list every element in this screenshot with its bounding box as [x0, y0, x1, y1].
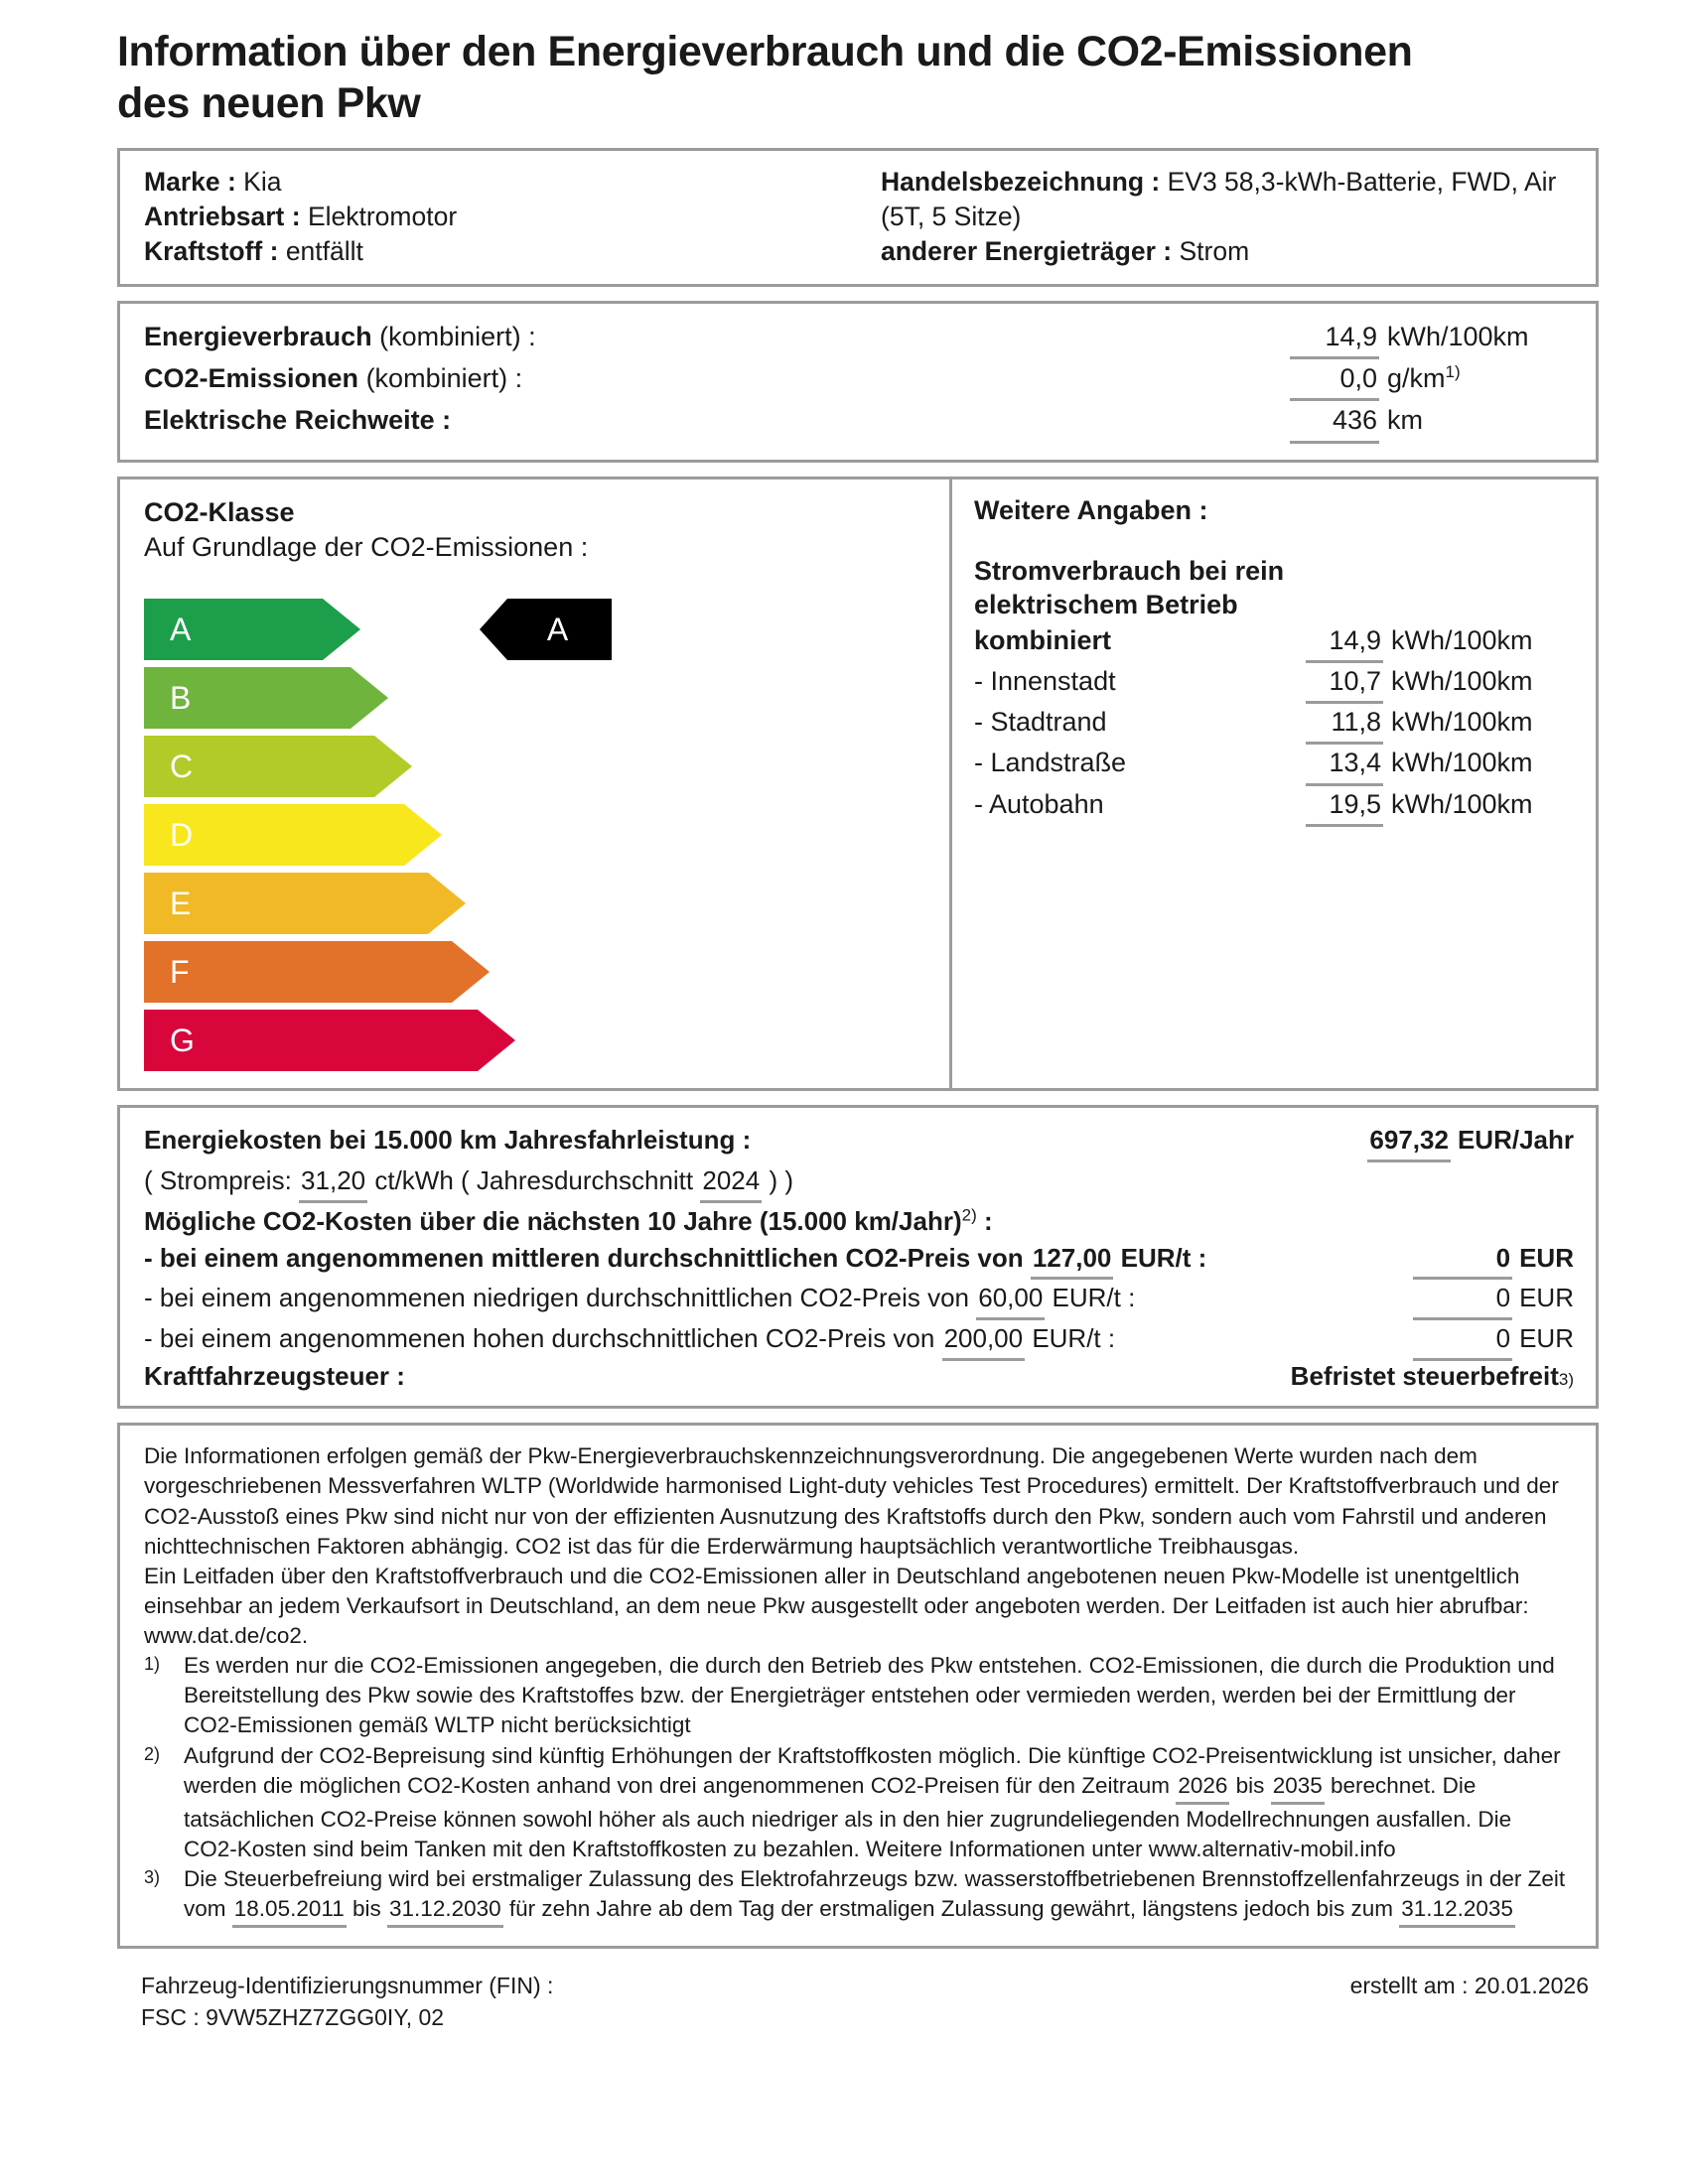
footer-left: [141, 1971, 553, 2033]
bar-letter-f: F: [170, 953, 190, 990]
strompreis-year: 2024: [700, 1162, 762, 1203]
antriebsart-row: [144, 200, 859, 234]
stromverbrauch-label: - Innenstadt: [974, 665, 1116, 696]
stromverbrauch-label: - Stadtrand: [974, 707, 1107, 738]
bar-tip-g: [478, 1010, 515, 1071]
energiekosten-label: Energiekosten bei 15.000 km Jahresfahrleistung :: [144, 1124, 752, 1155]
efficiency-bar-b: [144, 667, 918, 729]
stromverbrauch-row: [974, 622, 1578, 663]
footnote-2: [144, 1741, 1570, 1865]
kraftstoff-label: Kraftstoff :: [144, 236, 279, 267]
stromverbrauch-label: kombiniert: [974, 624, 1112, 655]
efficiency-bar-c: [144, 736, 918, 797]
energieverbrauch-value: 14,9: [1290, 318, 1379, 359]
bar-body-a: [144, 599, 323, 660]
co2-kosten-title: [144, 1203, 1574, 1240]
consumption-row: [144, 318, 1574, 359]
bar-tip-a: [323, 599, 360, 660]
bar-body-c: [144, 736, 374, 797]
vehicle-identity-section: [117, 148, 1599, 287]
fsc-label: FSC :: [141, 2003, 200, 2030]
bar-letter-e: E: [170, 885, 192, 921]
handelsbezeichnung-row: [881, 165, 1574, 234]
consumption-row: [144, 359, 1574, 401]
stromverbrauch-heading-line2: elektrischem Betrieb: [974, 590, 1238, 620]
kraftfahrzeugsteuer-label: Kraftfahrzeugsteuer :: [144, 1361, 405, 1392]
bar-tip-c: [374, 736, 412, 797]
bar-tip-e: [428, 873, 466, 934]
stromverbrauch-label: - Landstraße: [974, 748, 1127, 778]
footer-right: [1350, 1971, 1589, 2033]
stromverbrauch-unit: kWh/100km: [1391, 788, 1533, 819]
co2-price-scenarios: [144, 1240, 1574, 1362]
footnote-ref-1: 1): [1445, 361, 1461, 381]
weitere-angaben-panel: [952, 479, 1596, 1088]
footnote-3-date-from: 18.05.2011: [232, 1894, 347, 1928]
energietraeger-label: anderer Energieträger :: [881, 236, 1173, 267]
energietraeger-value: Strom: [1179, 236, 1250, 267]
scenario-result: [1387, 1320, 1574, 1361]
scenario-text: [144, 1240, 1387, 1281]
bar-body-d: [144, 804, 404, 866]
legal-paragraph-1: Die Informationen erfolgen gemäß der Pkw-Energieverbrauchskennzeichnungsverordnung. Die angegebenen Werte wurden nach dem vorgeschriebenen Messverfahren WLTP (Worldwide harmonised Light-duty vehicles Test Procedures) ermittelt. Der Kraftstoffverbrauch und der CO2-Ausstoß eines Pkw sind nicht nur von der effizienten Ausnutzung des Kraftstoffs durch den Pkw, sondern auch vom Fahrstil und anderen nichttechnischen Faktoren abhängig. CO2 ist das für die Erderwärmung hauptsächlich verantwortliche Treibhausgas.: [144, 1443, 1559, 1559]
fsc-row: [141, 2002, 553, 2033]
marker-arrow-icon: [480, 599, 507, 660]
legal-notes-section: [117, 1423, 1599, 1949]
scenario-text: [144, 1280, 1387, 1320]
stromverbrauch-value: 11,8: [1306, 704, 1383, 745]
bar-letter-b: B: [170, 679, 192, 716]
co2-emissionen-unit: g/km$^{1)}$: [1387, 361, 1461, 393]
fin-label: Fahrzeug-Identifizierungsnummer (FIN) :: [141, 1973, 554, 1999]
scenario-value: 0: [1413, 1240, 1512, 1281]
energiekosten-unit: EUR/Jahr: [1457, 1124, 1574, 1155]
footnote-2-year-to: 2035: [1271, 1771, 1325, 1805]
created-label: erstellt am :: [1349, 1973, 1469, 1999]
co2-kosten-title-text: Mögliche CO2-Kosten über die nächsten 10 Jahre (15.000 km/Jahr): [144, 1205, 962, 1236]
bar-body-e: [144, 873, 428, 934]
stromverbrauch-value: 13,4: [1306, 745, 1383, 785]
stromverbrauch-unit: kWh/100km: [1391, 665, 1533, 696]
identity-right-column: [859, 165, 1574, 270]
reichweite-value: 436: [1290, 401, 1379, 443]
created-value: 20.01.2026: [1474, 1973, 1589, 1999]
identity-left-column: [144, 165, 859, 270]
footnote-1-text: Es werden nur die CO2-Emissionen angegeben, die durch den Betrieb des Pkw entstehen. CO2-Emissionen, die durch die Produktion und Bereitstellung des Pkw sowie des Kraftstoffes bzw. der Energieträger entstehen oder vermieden werden, werden bei der Ermittlung der CO2-Emissionen gemäß WLTP nicht berücksichtigt: [184, 1653, 1555, 1738]
legal-paragraph-2: Ein Leitfaden über den Kraftstoffverbrauch und die CO2-Emissionen aller in Deutschland angebotenen neuen Pkw-Modelle ist unentgeltlich einsehbar an jedem Verkaufsort in Deutschland, an dem neue Pkw ausgestellt oder angeboten werden. Der Leitfaden ist auch hier abrufbar: www.dat.de/co2.: [144, 1563, 1529, 1649]
energieverbrauch-unit: kWh/100km: [1387, 321, 1529, 351]
kraftstoff-row: [144, 234, 859, 269]
strompreis-suffix: ) ): [769, 1164, 793, 1195]
stromverbrauch-row: [974, 663, 1578, 704]
reichweite-unit: km: [1387, 405, 1423, 436]
scenario-suffix: EUR/t :: [1025, 1323, 1116, 1354]
consumption-row: [144, 401, 1574, 443]
co2-emissionen-value: 0,0: [1290, 359, 1379, 401]
bar-tip-d: [404, 804, 442, 866]
bar-letter-a: A: [170, 611, 192, 647]
scenario-unit: EUR: [1519, 1323, 1574, 1354]
kraftfahrzeugsteuer-value: Befristet steuerbefreit: [1290, 1361, 1559, 1392]
strompreis-value: 31,20: [299, 1162, 367, 1203]
efficiency-scale: [144, 599, 918, 1071]
marke-value: Kia: [243, 166, 282, 197]
scenario-suffix: EUR/t :: [1113, 1242, 1207, 1273]
efficiency-bar-f: [144, 941, 918, 1003]
scenario-prefix: - bei einem angenommenen niedrigen durchschnittlichen CO2-Preis von: [144, 1283, 977, 1313]
stromverbrauch-unit: kWh/100km: [1391, 748, 1533, 778]
strompreis-middle: ct/kWh ( Jahresdurchschnitt: [374, 1164, 694, 1195]
strompreis-row: [144, 1162, 1574, 1203]
stromverbrauch-unit: kWh/100km: [1391, 624, 1533, 655]
kraftfahrzeugsteuer-row: [144, 1361, 1574, 1392]
scenario-price: 60,00: [976, 1280, 1045, 1320]
co2-class-title: CO2-Klasse: [144, 496, 295, 527]
handelsbezeichnung-value: EV3 58,3-kWh-Batterie, FWD, Air (5T, 5 Sitze): [881, 166, 1557, 232]
co2-class-section: [117, 477, 1599, 1091]
co2-price-scenario-row: [144, 1280, 1574, 1320]
efficiency-bar-a: [144, 599, 918, 660]
bar-letter-d: D: [170, 816, 194, 853]
footnote-3-date-to: 31.12.2030: [387, 1894, 503, 1928]
energietraeger-row: [881, 234, 1574, 269]
stromverbrauch-value: 10,7: [1306, 663, 1383, 704]
scenario-text: [144, 1320, 1387, 1361]
footnote-1: [144, 1651, 1570, 1740]
strompreis-prefix: ( Strompreis:: [144, 1164, 292, 1195]
efficiency-bar-e: [144, 873, 918, 934]
co2-price-scenario-row: [144, 1320, 1574, 1361]
marke-label: Marke :: [144, 166, 236, 197]
bar-body-g: [144, 1010, 478, 1071]
marke-row: [144, 165, 859, 200]
scenario-unit: EUR: [1519, 1242, 1574, 1273]
antriebsart-label: Antriebsart :: [144, 202, 301, 232]
bar-tip-f: [452, 941, 490, 1003]
scenario-prefix: - bei einem angenommenen hohen durchschnittlichen CO2-Preis von: [144, 1323, 942, 1354]
footnote-3: [144, 1864, 1570, 1928]
efficiency-bar-g: [144, 1010, 918, 1071]
reichweite-label: Elektrische Reichweite :: [144, 405, 452, 436]
costs-section: [117, 1105, 1599, 1409]
stromverbrauch-value: 14,9: [1306, 622, 1383, 663]
selected-class-marker: [480, 599, 612, 660]
scenario-result: [1387, 1280, 1574, 1320]
stromverbrauch-value: 19,5: [1306, 786, 1383, 827]
kraftstoff-value: entfällt: [285, 236, 363, 267]
stromverbrauch-unit: kWh/100km: [1391, 707, 1533, 738]
co2-emissionen-label: CO2-Emissionen (kombiniert) :: [144, 362, 523, 393]
scenario-suffix: EUR/t :: [1045, 1283, 1136, 1313]
scenario-price: 200,00: [942, 1320, 1026, 1361]
bar-tip-b: [351, 667, 388, 729]
footnote-3-text: Die Steuerbefreiung wird bei erstmaliger Zulassung des Elektrofahrzeugs bzw. wasserstoffbetriebenen Brennstoffzellenfahrzeugs in der Zeit vom 18.05.2011 bis 31.12.2030 für zehn Jahre ab dem Tag der erstmaligen Zulassung gewährt, längstens jedoch bis zum 31.12.2035: [184, 1864, 1570, 1928]
stromverbrauch-heading-line1: Stromverbrauch bei rein: [974, 555, 1285, 586]
stromverbrauch-row: [974, 786, 1578, 827]
efficiency-bar-d: [144, 804, 918, 866]
footnote-2-year-from: 2026: [1176, 1771, 1229, 1805]
bar-body-f: [144, 941, 452, 1003]
stromverbrauch-row: [974, 704, 1578, 745]
energieverbrauch-label: Energieverbrauch (kombiniert) :: [144, 321, 536, 351]
footnote-2-number: 2): [144, 1743, 161, 1764]
scenario-value: 0: [1413, 1280, 1512, 1320]
handelsbezeichnung-label: Handelsbezeichnung :: [881, 166, 1161, 197]
antriebsart-value: Elektromotor: [307, 202, 458, 232]
weitere-angaben-title: Weitere Angaben :: [974, 494, 1208, 525]
page-title: Information über den Energieverbrauch und die CO2-Emissionen des neuen Pkw: [117, 28, 1413, 128]
scenario-result: [1387, 1240, 1574, 1281]
footnote-2-text: Aufgrund der CO2-Bepreisung sind künftig Erhöhungen der Kraftstoffkosten möglich. Die künftige CO2-Preisentwicklung ist unsicher, daher werden die möglichen CO2-Kosten anhand von drei angenommenen CO2-Preisen für den Zeitraum 2026 bis 2035 berechnet. Die tatsächlichen CO2-Preise können sowohl höher als auch niedriger als in den hier zugrundeliegenden Modellrechnungen ausfallen. Die CO2-Kosten sind beim Tanken mit den Kraftstoffkosten zu bezahlen. Weitere Informationen unter www.alternativ-mobil.info: [184, 1742, 1561, 1862]
consumption-summary-section: [117, 301, 1599, 463]
footnote-ref-3: 3): [1558, 1370, 1574, 1390]
bar-letter-g: G: [170, 1022, 195, 1058]
scenario-unit: EUR: [1519, 1283, 1574, 1313]
footnote-ref-2: 2): [961, 1204, 977, 1224]
energiekosten-row: [144, 1122, 1574, 1162]
footnote-3-number: 3): [144, 1867, 161, 1888]
stromverbrauch-rows: [974, 622, 1578, 827]
scenario-prefix: - bei einem angenommenen mittleren durchschnittlichen CO2-Preis von: [144, 1242, 1031, 1273]
energiekosten-value: 697,32: [1367, 1122, 1451, 1162]
document-footer: [117, 1963, 1599, 2033]
bar-letter-c: C: [170, 748, 194, 784]
co2-kosten-title-colon: :: [983, 1205, 993, 1236]
co2-class-scale-panel: [120, 479, 952, 1088]
co2-class-subtitle: Auf Grundlage der CO2-Emissionen :: [144, 531, 589, 562]
scenario-value: 0: [1413, 1320, 1512, 1361]
scenario-price: 127,00: [1031, 1240, 1114, 1281]
bar-body-b: [144, 667, 351, 729]
marker-letter: A: [546, 611, 569, 647]
co2-price-scenario-row: [144, 1240, 1574, 1281]
fsc-value: 9VW5ZHZ7ZGG0IY, 02: [206, 2003, 445, 2030]
footnote-1-number: 1): [144, 1654, 161, 1675]
marker-body: [507, 599, 612, 660]
footnote-3-date-max: 31.12.2035: [1399, 1894, 1515, 1928]
stromverbrauch-label: - Autobahn: [974, 788, 1104, 819]
stromverbrauch-row: [974, 745, 1578, 785]
